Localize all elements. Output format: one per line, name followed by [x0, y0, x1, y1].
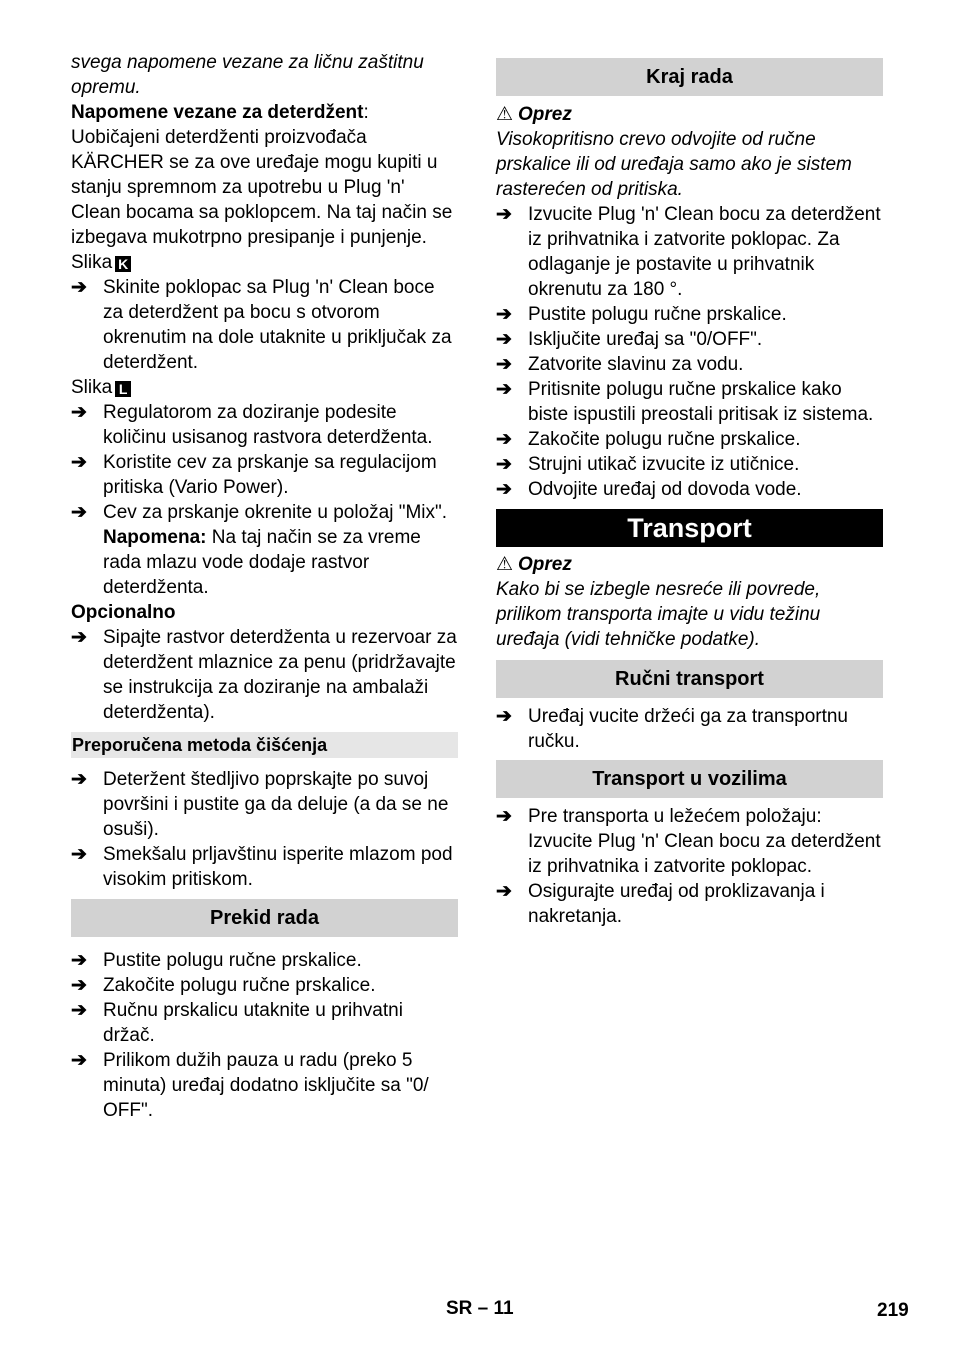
list-item: [71, 767, 458, 842]
warning-triangle-icon: ⚠: [496, 104, 514, 125]
list-item: [71, 500, 458, 525]
arrow-right-icon: ➔: [71, 627, 87, 648]
figure-ref-l: Slika L: [71, 375, 458, 400]
vehicle-transport-heading: Transport u vozilima: [496, 760, 883, 798]
arrow-right-icon: ➔: [496, 454, 512, 475]
manual-transport-heading: Ručni transport: [496, 660, 883, 698]
list-item-text: Pritisnite polugu ručne prskalice kako biste ispustili preostali pritisak iz sistema.: [528, 379, 874, 425]
list-item-text: Odvojite uređaj od dovoda vode.: [528, 479, 802, 500]
list-item-text: Zakočite polugu ručne prskalice.: [103, 975, 376, 996]
arrow-right-icon: ➔: [496, 354, 512, 375]
warning-triangle-icon: ⚠: [496, 554, 514, 575]
detergent-text: Uobičajeni deterdženti proizvođača KÄRCHER se za ove uređaje mogu kupiti u stanju spremnom za upotrebu u Plug 'n' Clean bocama sa poklopcem. Na taj način se izbegava mukotrpno presipanje i punjenje.: [71, 127, 453, 248]
list-item-text: Zatvorite slavinu za vodu.: [528, 354, 744, 375]
arrow-right-icon: ➔: [71, 950, 87, 971]
list-item-text: Prilikom dužih pauza u radu (preko 5 minuta) uređaj dodatno isključite sa "0/ OFF".: [103, 1050, 429, 1121]
list-item: [496, 377, 883, 427]
list-item: [496, 427, 883, 452]
arrow-right-icon: ➔: [71, 452, 87, 473]
figure-ref-k: Slika K: [71, 250, 458, 275]
list-vehicle: [496, 804, 883, 929]
arrow-right-icon: ➔: [71, 502, 87, 523]
list-end: [496, 202, 883, 502]
caution-1-text: Visokopritisno crevo odvojite od ručne prskalice ili od uređaja samo ako je sistem rasterećen od pritiska.: [496, 129, 852, 200]
list-item: [71, 973, 458, 998]
list-item: [71, 842, 458, 892]
arrow-right-icon: ➔: [71, 769, 87, 790]
list-item-text: Smekšalu prljavštinu isperite mlazom pod visokim pritiskom.: [103, 844, 453, 890]
figure-l-badge: L: [115, 381, 131, 397]
list-item: [496, 477, 883, 502]
list-item: [71, 275, 458, 375]
list-item-text: Zakočite polugu ručne prskalice.: [528, 429, 801, 450]
arrow-right-icon: ➔: [496, 881, 512, 902]
arrow-right-icon: ➔: [71, 277, 87, 298]
end-heading: Kraj rada: [496, 58, 883, 96]
arrow-right-icon: ➔: [496, 329, 512, 350]
list-item-text: Pustite polugu ručne prskalice.: [528, 304, 787, 325]
intro-italic: svega napomene vezane za ličnu zaštitnu opremu.: [71, 52, 424, 98]
list-item-text: Ručnu prskalicu utaknite u prihvatni držač.: [103, 1000, 403, 1046]
arrow-right-icon: ➔: [496, 706, 512, 727]
interrupt-heading: Prekid rada: [71, 899, 458, 937]
list-item-text: Pre transporta u ležećem položaju: Izvucite Plug 'n' Clean bocu za deterdžent iz prihvatnika i zatvorite poklopac.: [528, 806, 881, 877]
left-column: [71, 50, 458, 1123]
list-item: [496, 804, 883, 879]
list-dosing: [71, 400, 458, 525]
caution-1-label: ⚠ Oprez: [496, 104, 572, 125]
arrow-right-icon: ➔: [496, 379, 512, 400]
list-item: [71, 625, 458, 725]
footer-section: SR – 11: [446, 1298, 514, 1319]
method-heading: Preporučena metoda čišćenja: [71, 732, 458, 758]
list-item-text: Pustite polugu ručne prskalice.: [103, 950, 362, 971]
list-item: [71, 400, 458, 450]
caution-2-text: Kako bi se izbegle nesreće ili povrede, prilikom transporta imajte u vidu težinu uređaja (vidi tehničke podatke).: [496, 579, 821, 650]
arrow-right-icon: ➔: [496, 304, 512, 325]
list-item-text: Osigurajte uređaj od proklizavanja i nakretanja.: [528, 881, 825, 927]
arrow-right-icon: ➔: [496, 806, 512, 827]
list-item-text: Uređaj vucite držeći ga za transportnu ručku.: [528, 706, 848, 752]
list-item: [496, 202, 883, 302]
optional-heading: Opcionalno: [71, 602, 176, 623]
arrow-right-icon: ➔: [71, 844, 87, 865]
list-item-text: Strujni utikač izvucite iz utičnice.: [528, 454, 800, 475]
note-paragraph: Napomena: Na taj način se za vreme rada mlazu vode dodaje rastvor deterdženta.: [103, 527, 421, 598]
list-item: [496, 302, 883, 327]
list-item: [71, 450, 458, 500]
list-item-text: Regulatorom za doziranje podesite količinu usisanog rastvora deterdženta.: [103, 402, 433, 448]
right-column: [496, 58, 883, 929]
list-item: [71, 948, 458, 973]
list-item-text: Skinite poklopac sa Plug 'n' Clean boce za deterdžent pa bocu s otvorom okrenutim na dole utaknite u priključak za deterdžent.: [103, 277, 452, 373]
list-item: [496, 452, 883, 477]
list-item: [496, 327, 883, 352]
arrow-right-icon: ➔: [496, 429, 512, 450]
list-item: [71, 998, 458, 1048]
list-item-text: Cev za prskanje okrenite u položaj "Mix".: [103, 502, 448, 523]
list-interrupt: [71, 948, 458, 1123]
list-attach: [71, 275, 458, 375]
list-item-text: Isključite uređaj sa "0/OFF".: [528, 329, 763, 350]
list-optional: [71, 625, 458, 725]
figure-k-badge: K: [115, 256, 131, 272]
caution-2-label: ⚠ Oprez: [496, 554, 572, 575]
list-item-text: Koristite cev za prskanje sa regulacijom pritiska (Vario Power).: [103, 452, 437, 498]
list-item-text: Sipajte rastvor deterdženta u rezervoar za deterdžent mlaznice za penu (pridržavajte se instrukcija za doziranje na ambalaži deterdženta).: [103, 627, 457, 723]
arrow-right-icon: ➔: [71, 1050, 87, 1071]
arrow-right-icon: ➔: [71, 975, 87, 996]
page-number: 219: [877, 1300, 909, 1321]
list-item: [71, 1048, 458, 1123]
arrow-right-icon: ➔: [71, 1000, 87, 1021]
list-item: [496, 879, 883, 929]
arrow-right-icon: ➔: [71, 402, 87, 423]
detergent-heading: Napomene vezane za deterdžent:: [71, 102, 369, 123]
arrow-right-icon: ➔: [496, 204, 512, 225]
transport-heading: Transport: [496, 509, 883, 547]
list-manual: [496, 704, 883, 754]
list-item: [496, 352, 883, 377]
list-item: [496, 704, 883, 754]
list-method: [71, 767, 458, 892]
arrow-right-icon: ➔: [496, 479, 512, 500]
list-item-text: Izvucite Plug 'n' Clean bocu za deterdžent iz prihvatnika i zatvorite poklopac. Za odlaganje je postavite u prihvatnik okrenutu za 180 °.: [528, 204, 881, 300]
list-item-text: Deteržent štedljivo poprskajte po suvoj površini i pustite ga da deluje (a da se ne osuši).: [103, 769, 449, 840]
